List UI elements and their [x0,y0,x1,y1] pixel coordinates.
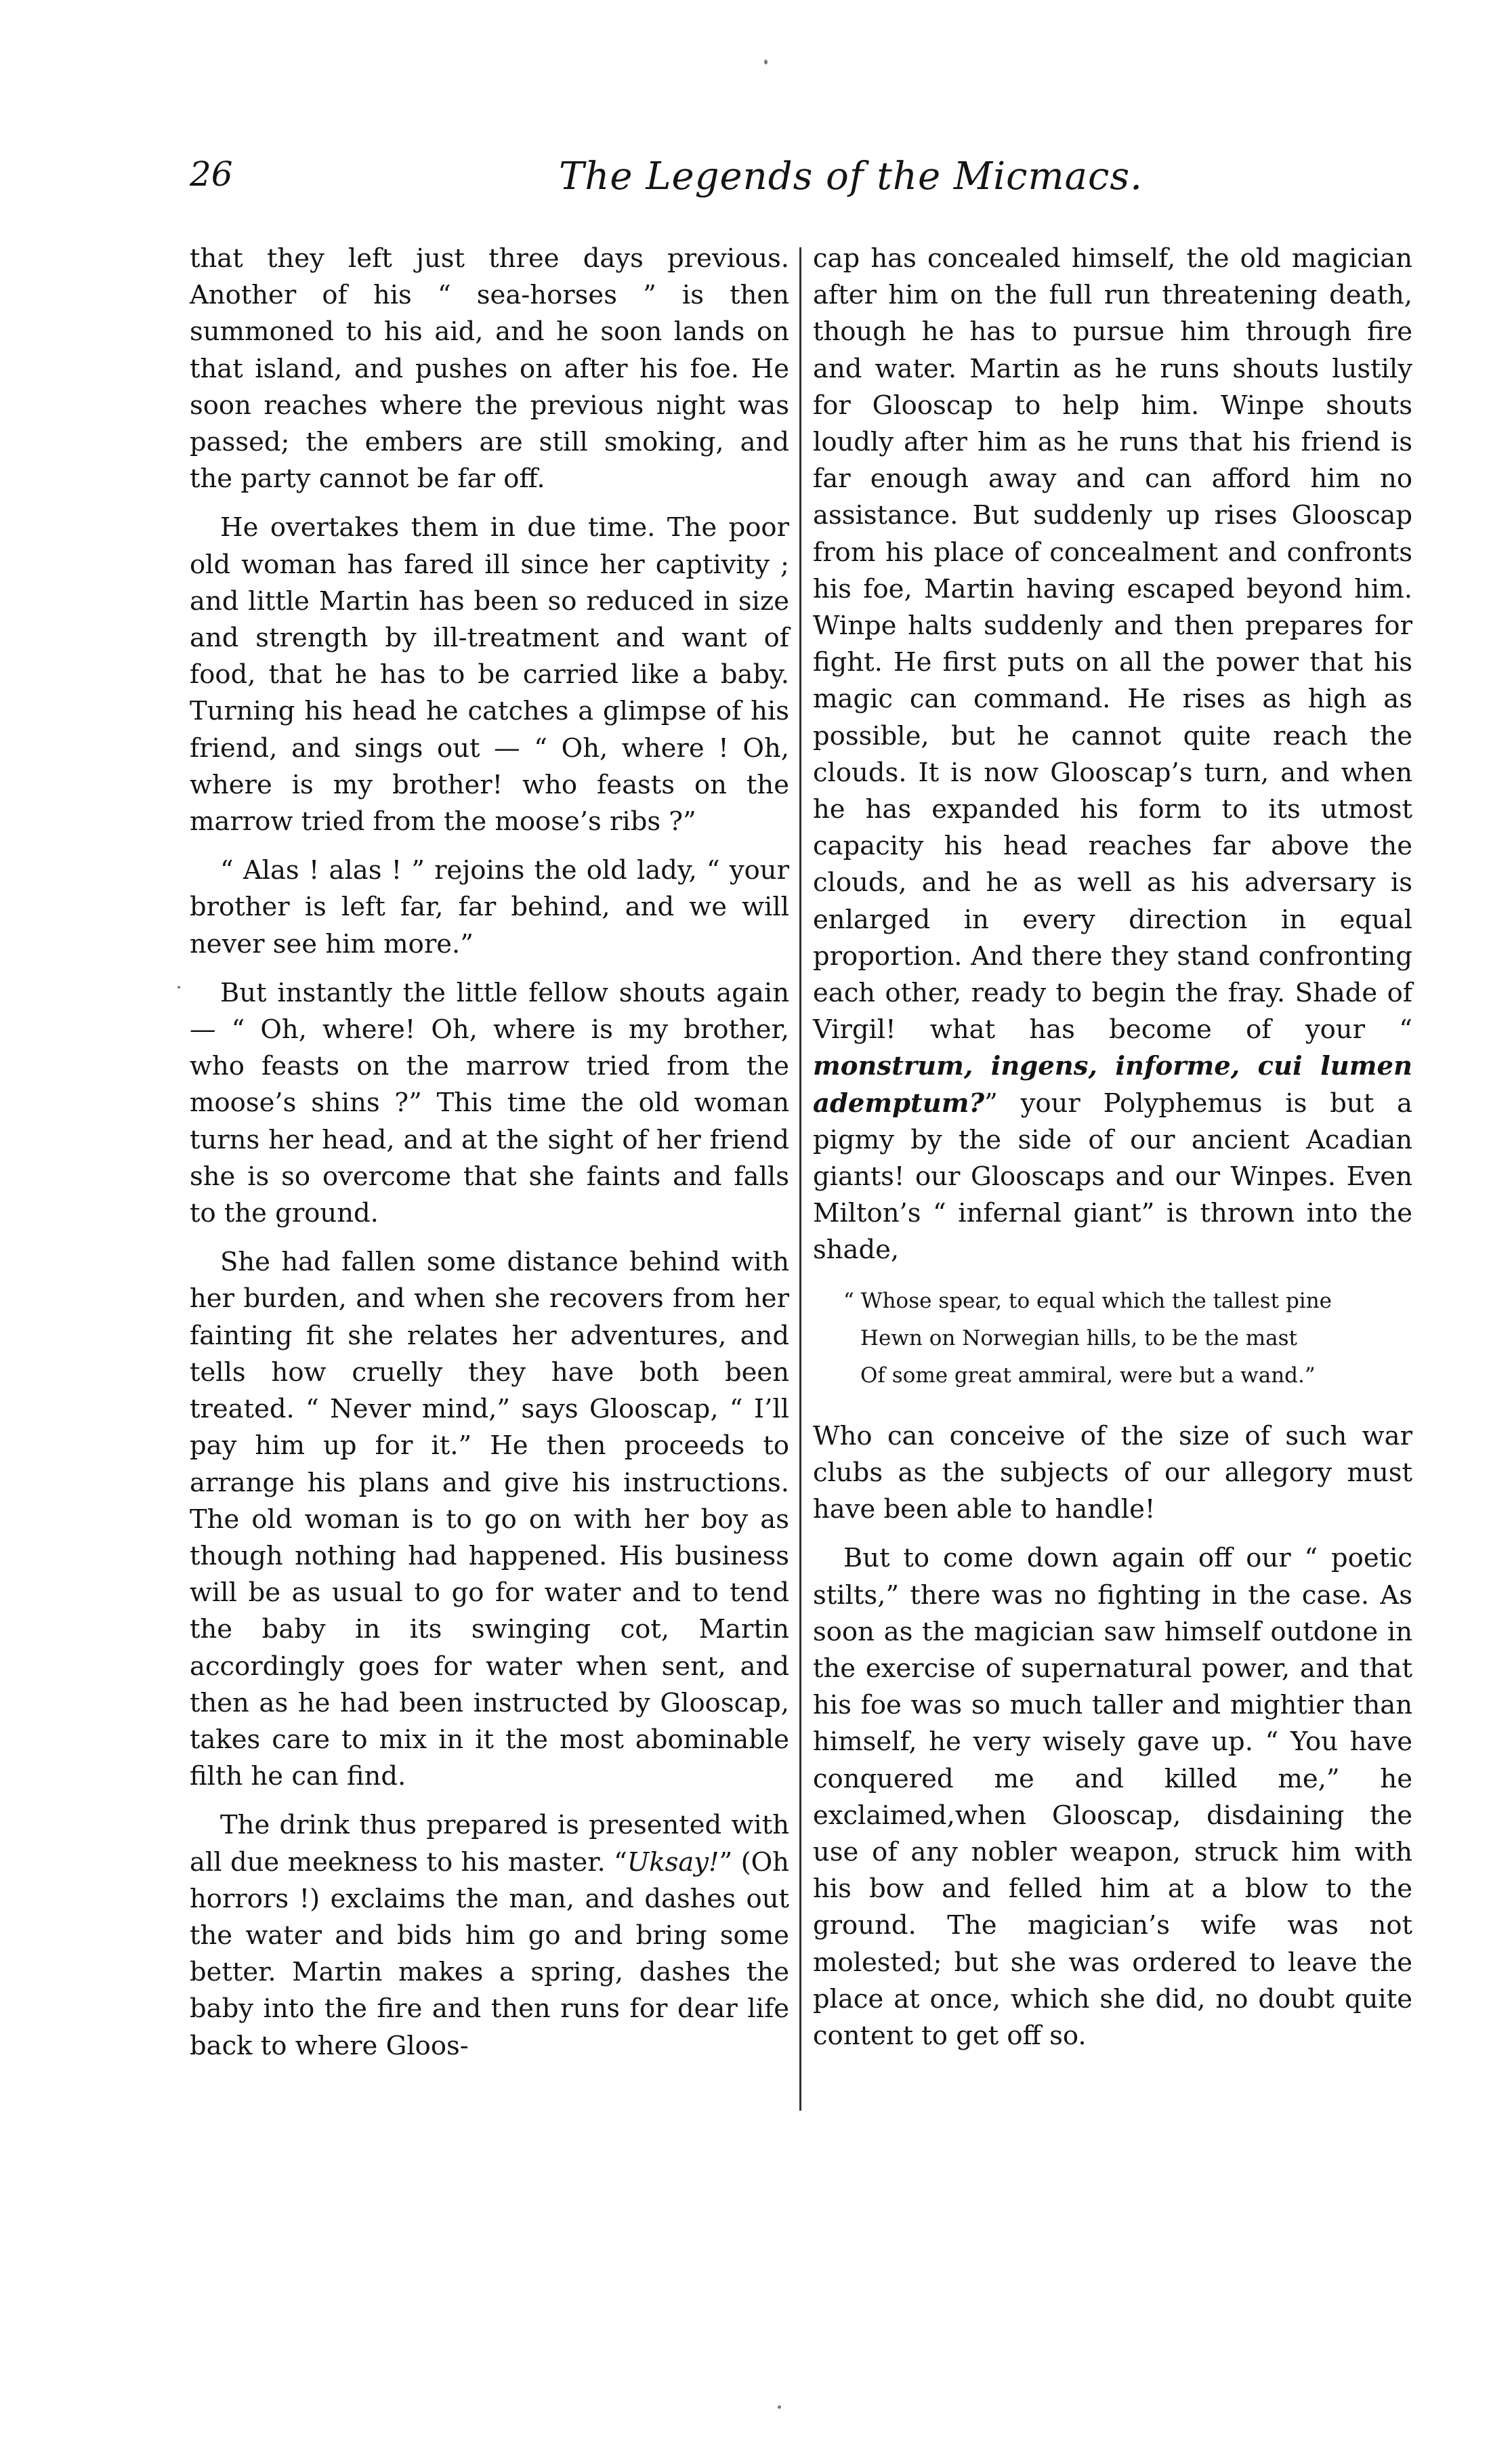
paragraph-text: ” your Polyphemus is but a pigmy by the side of our ancient Acadian giants! our Glooscaps and our Winpes. Even Milton’s “ infernal giant” is thrown into the shade, [813,1088,1412,1266]
paragraph: that they left just three days previous. Another of his “ sea-horses ” is then summoned to his aid, and he soon lands on that island, and pushes on after his foe. He soon reaches where the previous night was passed; the embers are still smoking, and the party cannot be far off. [190,243,789,495]
print-speck [764,60,768,64]
print-speck [778,2405,781,2409]
column-divider [799,247,801,2111]
running-title: The Legends of the Micmacs. [559,154,1143,199]
paragraph [190,1807,789,2064]
right-column [813,241,1412,2054]
paragraph: But instantly the little fellow shouts again — “ Oh, where! Oh, where is my brother, who feasts on the marrow tried from the moose’s shins ?” This time the old woman turns her head, and at the sight of her friend she is so overcome that she faints and falls to the ground. [190,977,789,1229]
page-header [190,154,1143,215]
paragraph [813,241,1412,1269]
print-speck [177,986,180,989]
page-number: 26 [190,154,233,194]
verse-line: Of some great ammiral, were but a wand.” [860,1363,1316,1388]
paragraph: “ Alas ! alas ! ” rejoins the old lady, “ your brother is left far, far behind, and we will never see him more.” [190,855,789,959]
italic-exclamation: Uksay! [627,1846,719,1878]
verse-quotation [843,1283,1412,1394]
paragraph-text: ” (Oh horrors !) exclaims the man, and dashes out the water and bids him go and bring some better. Martin makes a spring, dashes the baby into the fire and then runs for dear life back to where Gloos- [190,1846,789,2061]
paragraph-text: cap has concealed himself, the old magician after him on the full run threatening death, though he has to pursue him through fire and water. Martin as he runs shouts lustily for Glooscap to help him. Winpe shouts loudly after him as he runs that his friend is far enough away and can afford him no assistance. But suddenly up rises Glooscap from his place of concealment and confronts his foe, Martin having escaped beyond him. Winpe halts suddenly and then prepares for fight. He first puts on all the power that his magic can command. He rises as high as possible, but he cannot quite reach the clouds. It is now Glooscap’s turn, and when he has expanded his form to its utmost capacity his head reaches far above the clouds, and he as well as his adversary is enlarged in every direction in equal proportion. And there they stand confronting each other, ready to begin the fray. Shade of Virgil! what has become of your “ [813,243,1412,1046]
left-column [190,241,789,2065]
verse-line: “ Whose spear, to equal which the tallest pine [843,1288,1332,1313]
paragraph: He overtakes them in due time. The poor old woman has fared ill since her captivity ; and little Martin has been so reduced in size and strength by ill-treatment and want of food, that he has to be carried like a baby. Turning his head he catches a glimpse of his friend, and sings out — “ Oh, where ! Oh, where is my brother! who feasts on the marrow tried from the moose’s ribs ?” [190,512,789,837]
paragraph-text: The drink thus prepared is presented with all due meekness to his master. “ [190,1810,789,1878]
verse-line: Hewn on Norwegian hills, to be the mast [860,1325,1297,1350]
paragraph: She had fallen some distance behind with her burden, and when she recovers from her fainting fit she relates her adventures, and tells how cruelly they have both been treated. “ Never mind,” says Glooscap, “ I’ll pay him up for it.” He then proceeds to arrange his plans and give his instructions. The old woman is to go on with her boy as though nothing had happened. His business will be as usual to go for water and to tend the baby in its swinging cot, Martin accordingly goes for water when sent, and then as he had been instructed by Glooscap, takes care to mix in it the most abominable filth he can find. [190,1247,789,1792]
paragraph: Who can conceive of the size of such war clubs as the subjects of our allegory must have been able to handle! [813,1420,1412,1525]
paragraph: But to come down again off our “ poetic stilts,” there was no fighting in the case. As soon as the magician saw himself outdone in the exercise of supernatural power, and that his foe was so much taller and mightier than himself, he very wisely gave up. “ You have conquered me and killed me,” he exclaimed,when Glooscap, disdaining the use of any nobler weapon, struck him with his bow and felled him at a blow to the ground. The magician’s wife was not molested; but she was ordered to leave the place at once, which she did, no doubt quite content to get off so. [813,1543,1412,2051]
latin-quotation: monstrum, ingens, informe, cui lumen ademptum? [813,1051,1412,1119]
